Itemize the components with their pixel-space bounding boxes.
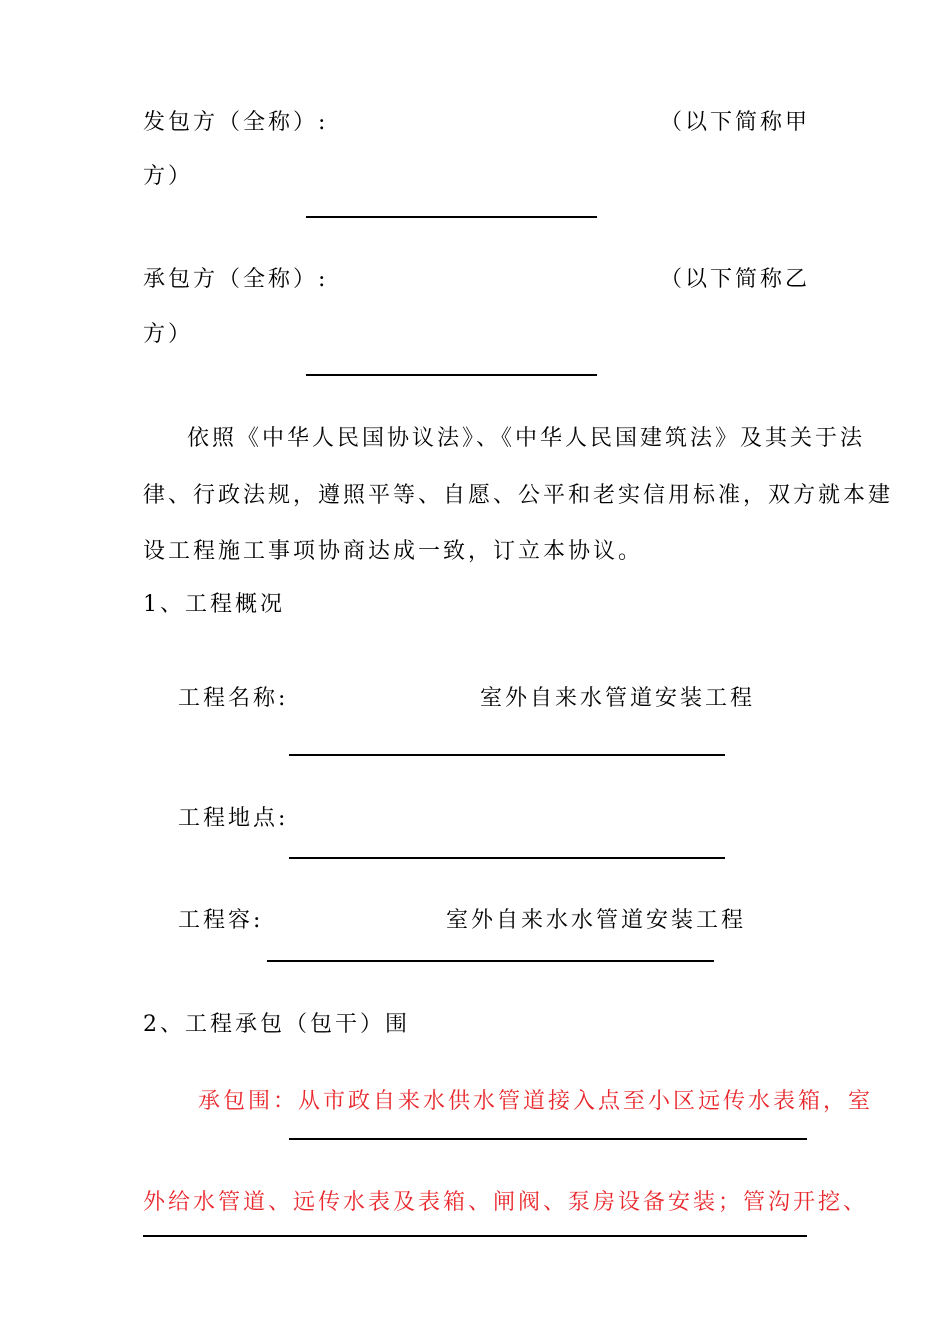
party-a-abbrev: （以下简称甲: [660, 110, 811, 135]
project-location-label: 工程地点:: [178, 806, 289, 831]
party-b-blank-line: [306, 374, 597, 376]
scope-line-1: 承包围：从市政自来水供水管道接入点至小区远传水表箱，室: [198, 1089, 874, 1114]
project-name-line: [289, 754, 725, 756]
party-a-label: 发包方（全称）:: [143, 110, 329, 135]
preamble-line-2: 律、行政法规，遵照平等、自愿、公平和老实信用标准，双方就本建: [143, 483, 894, 508]
section-2-heading: 2、工程承包（包干）围: [143, 1012, 410, 1037]
project-content-value: 室外自来水水管道安装工程: [446, 908, 747, 933]
project-content-label: 工程容:: [178, 908, 264, 933]
party-b-abbrev: （以下简称乙: [660, 267, 811, 292]
preamble-line-1: 依照《中华人民国协议法》、《中华人民国建筑法》及其关于法: [187, 426, 866, 451]
party-b-label: 承包方（全称）:: [143, 267, 329, 292]
section-1-heading: 1、工程概况: [143, 592, 285, 617]
project-content-line: [267, 960, 714, 962]
scope-line-2: 外给水管道、远传水表及表箱、闸阀、泵房设备安装；管沟开挖、: [143, 1190, 869, 1215]
scope-line-2-underline: [143, 1235, 807, 1237]
party-b-abbrev-tail: 方）: [143, 322, 194, 347]
scope-line-1-underline: [289, 1138, 807, 1140]
party-a-abbrev-tail: 方）: [143, 164, 194, 189]
project-name-label: 工程名称:: [178, 686, 289, 711]
project-location-line: [289, 857, 725, 859]
preamble-line-3: 设工程施工事项协商达成一致，订立本协议。: [143, 539, 644, 564]
project-name-value: 室外自来水管道安装工程: [480, 686, 756, 711]
party-a-blank-line: [306, 216, 597, 218]
